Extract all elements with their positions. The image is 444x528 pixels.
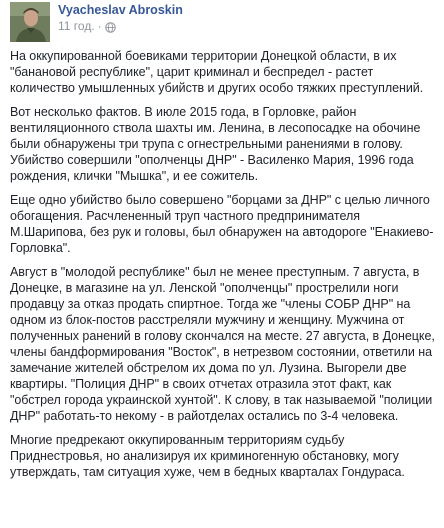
post-paragraph: Август в "молодой республике" был не менее преступным. 7 августа, в Донецке, в магазине на ул. Ленской "ополченцы" прострелили ноги продавцу за отказ продать спиртное. Тогда же "члены СОБР ДНР" на одном из блок-постов расстреляли мужчину и женщину. Мужчина от полученных ранений в голову скончался на месте. 27 августа, в Донецке, члены бандформирования "Восток", в нетрезвом состоянии, ответили на замечание жителей обстрелом их дома по ул. Лузина. Выгорели две квартиры. "Полиция ДНР" в своих отчетах отразила этот факт, как "обстрел города украинской хунтой". К слову, в так называемой "полиции ДНР" работать-то некому - в райотделах остались по 3-4 человека.: [10, 265, 435, 423]
post-subline: [58, 18, 183, 34]
post-meta: [58, 2, 183, 34]
post-body: [10, 48, 438, 480]
author-name[interactable]: Vyacheslav Abroskin: [58, 3, 183, 17]
post-header: [10, 0, 438, 48]
post-timestamp[interactable]: 11 год.: [58, 19, 95, 33]
meta-separator: ·: [97, 19, 102, 33]
post-paragraph: Вот несколько фактов. В июле 2015 года, в Горловке, район вентиляционного ствола шахты им. Ленина, в лесопосадке на обочине были обнаружены три трупа с огнестрельными ранениями в голову. Убийство совершили "ополченцы ДНР" - Василенко Мария, 1996 года рождения, клички "Мышка", и ее сожитель.: [10, 105, 421, 183]
avatar-image: [10, 2, 50, 42]
post-paragraph: Еще одно убийство было совершено "борцами за ДНР" с целью личного обогащения. Расчлененный труп частного предпринимателя М.Шарипова, без рук и головы, был обнаружен на автодороге "Енакиево-Горловка".: [10, 193, 434, 255]
avatar[interactable]: [10, 2, 50, 42]
globe-icon[interactable]: [105, 21, 116, 32]
post-paragraph: Многие предрекают оккупированным территориям судьбу Приднестровья, но анализируя их криминогенную обстановку, могу утверждать, там ситуация хуже, чем в бедных кварталах Гондураса.: [10, 433, 405, 479]
post-paragraph: На оккупированной боевиками территории Донецкой области, в их "банановой республике", царит криминал и беспредел - растет количество умышленных убийств и других особо тяжких преступлений.: [10, 49, 424, 95]
